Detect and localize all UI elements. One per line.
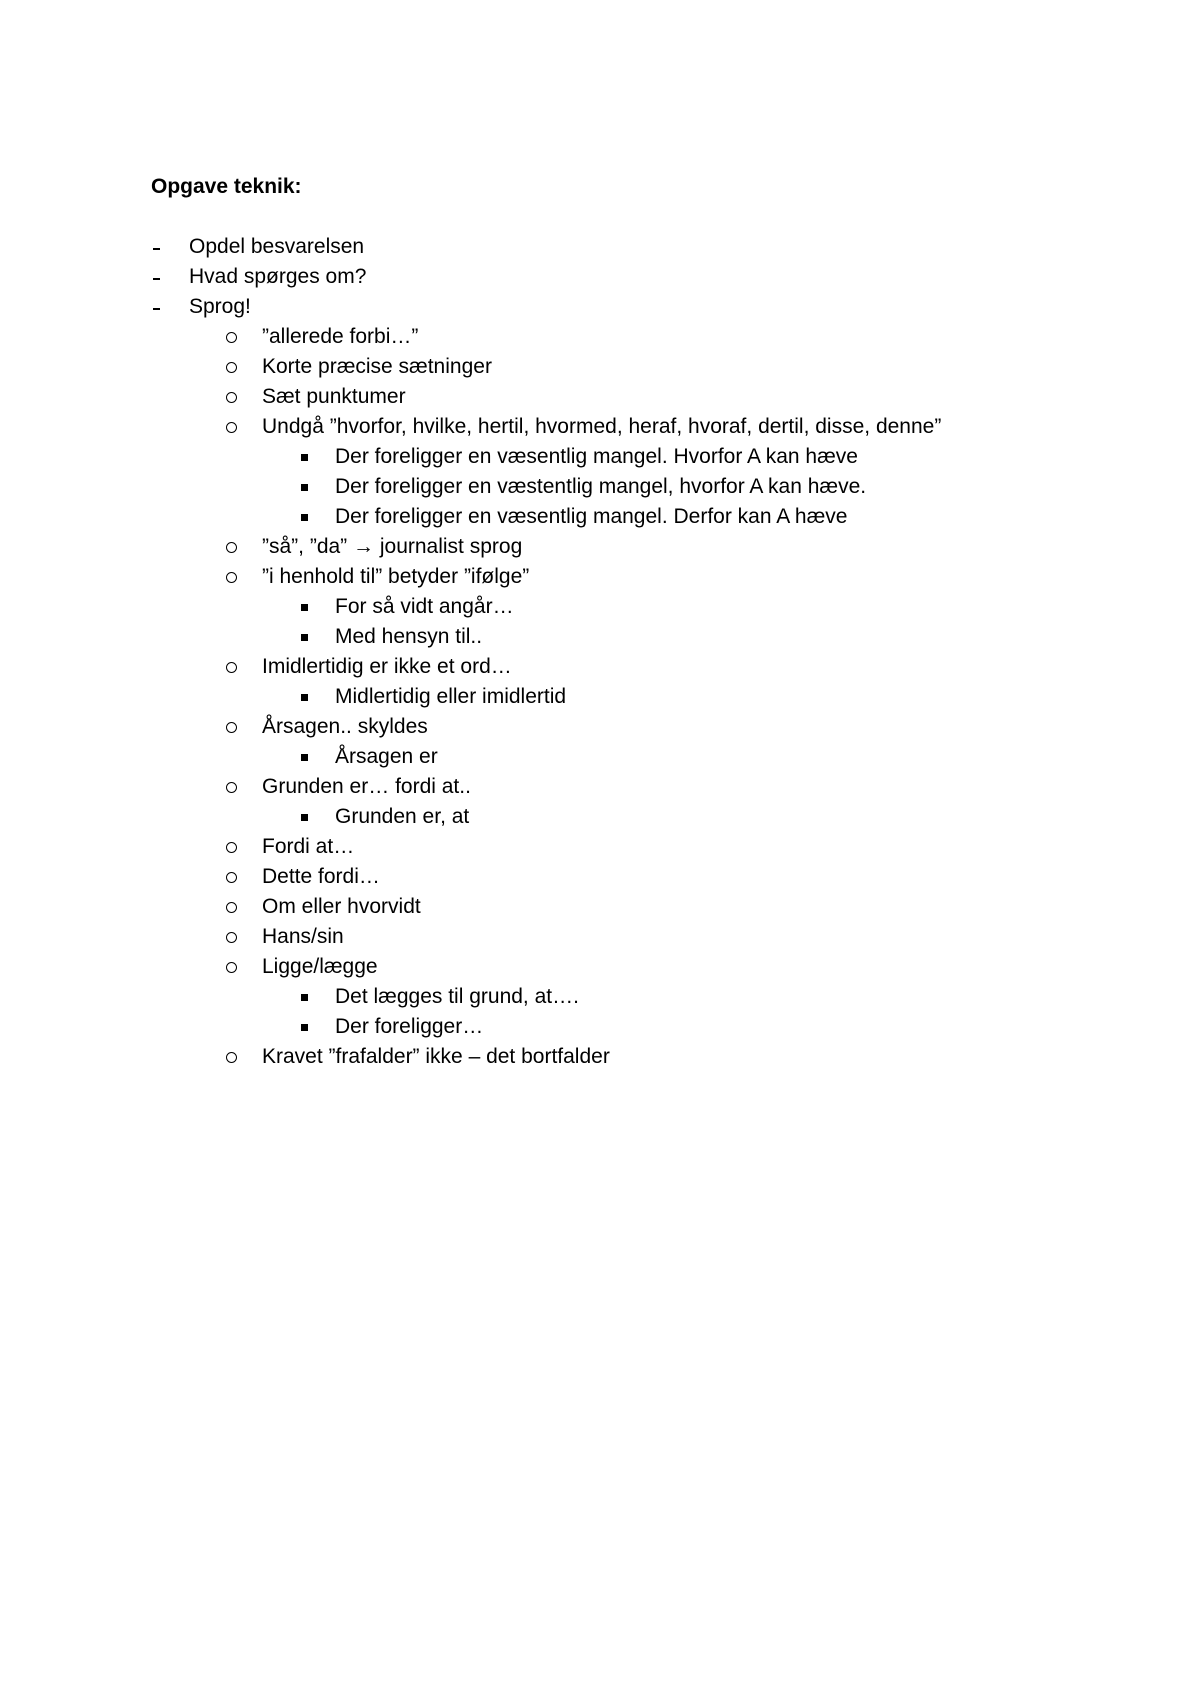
list-item-text: Grunden er, at [335,805,470,828]
list-item-level-2 [151,412,1051,442]
list-item-text: Korte præcise sætninger [262,355,492,378]
list-item-level-3 [151,682,1051,712]
list-item-text: Der foreligger en væstentlig mangel, hvorfor A kan hæve. [335,475,867,498]
list-item-level-2 [151,382,1051,412]
list-item-level-2 [151,562,1051,592]
list-item-level-2 [151,352,1051,382]
list-item-text: Undgå ”hvorfor, hvilke, hertil, hvormed, heraf, hvoraf, dertil, disse, denne” [262,415,942,438]
list-item-text: ”i henhold til” betyder ”ifølge” [262,565,530,588]
bullet-list [151,232,1051,1072]
list-item-text: Der foreligger… [335,1015,484,1038]
list-item-level-1 [151,292,1051,322]
list-item-level-2 [151,952,1051,982]
list-item-level-3 [151,472,1051,502]
list-item-text: Sprog! [189,295,251,318]
list-item-level-3 [151,442,1051,472]
list-item-text: Årsagen.. skyldes [262,715,428,738]
list-item-text: Opdel besvarelsen [189,235,365,258]
list-item-level-2 [151,652,1051,682]
list-item-level-3 [151,502,1051,532]
list-item-text: Årsagen er [335,745,438,768]
list-item-text: ”så”, ”da” → journalist sprog [262,535,523,558]
list-item-text: Der foreligger en væsentlig mangel. Derfor kan A hæve [335,505,848,528]
list-item-level-2 [151,922,1051,952]
list-item-level-2 [151,772,1051,802]
list-item-text: ”allerede forbi…” [262,325,419,348]
list-item-level-3 [151,1012,1051,1042]
list-item-text: Hvad spørges om? [189,265,367,288]
list-item-text: Med hensyn til.. [335,625,483,648]
list-item-level-2 [151,322,1051,352]
list-item-text: Kravet ”frafalder” ikke – det bortfalder [262,1045,610,1068]
document-heading: Opgave teknik: [151,175,302,198]
list-item-level-2 [151,1042,1051,1072]
list-item-text: Det lægges til grund, at…. [335,985,579,1008]
list-item-level-3 [151,592,1051,622]
list-item-text: Midlertidig eller imidlertid [335,685,567,708]
list-item-text: Der foreligger en væsentlig mangel. Hvorfor A kan hæve [335,445,858,468]
list-item-text: Sæt punktumer [262,385,406,408]
list-item-level-2 [151,862,1051,892]
list-item-level-2 [151,832,1051,862]
list-item-text: Hans/sin [262,925,344,948]
list-item-text: Grunden er… fordi at.. [262,775,471,798]
list-item-level-3 [151,982,1051,1012]
list-item-level-3 [151,622,1051,652]
list-item-level-2 [151,532,1051,562]
list-item-level-3 [151,742,1051,772]
list-item-text: Om eller hvorvidt [262,895,421,918]
list-item-level-2 [151,712,1051,742]
list-item-text: Dette fordi… [262,865,380,888]
document-content [151,172,1051,1072]
list-item-level-1 [151,232,1051,262]
list-item-text: For så vidt angår… [335,595,514,618]
list-item-level-1 [151,262,1051,292]
list-item-level-3 [151,802,1051,832]
list-item-text: Ligge/lægge [262,955,378,978]
list-item-text: Imidlertidig er ikke et ord… [262,655,512,678]
list-item-level-2 [151,892,1051,922]
list-item-text: Fordi at… [262,835,355,858]
